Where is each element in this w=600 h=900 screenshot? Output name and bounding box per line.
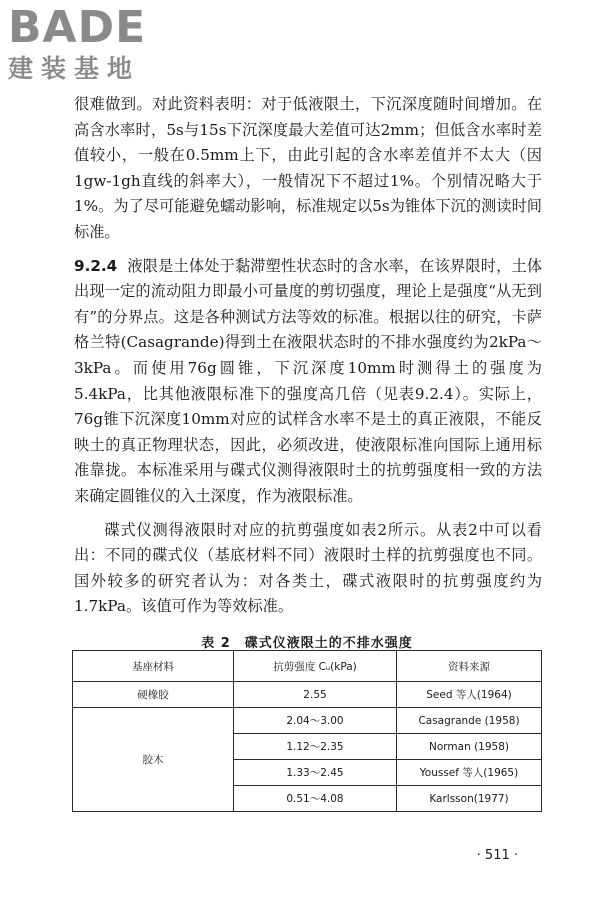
paragraph-continuation: 很难做到。对此资料表明：对于低液限土，下沉深度随时间增加。在高含水率时，5s与15s下沉深度最大差值可达2mm；但低含水率时差值较小，一般在0.5mm上下，由此引起的含水率差值并不太大（因1gw-1gh直线的斜率大），一般情况下不超过1%。个别情况略大于1%。为了尽可能避免蠕动影响，标准规定以5s为锥体下沉的测读时间标准。 — [74, 95, 542, 241]
logo-subtitle: 建装基地 — [8, 54, 141, 83]
logo-wordmark: BADE — [8, 2, 147, 53]
page-number: · 511 · — [476, 848, 518, 863]
section-number: 9.2.4 — [74, 256, 118, 275]
cell-material: 硬橡胶 — [73, 682, 234, 708]
cell-source: Casagrande (1958) — [397, 708, 542, 734]
logo — [8, 4, 146, 84]
cell-material: 胶木 — [73, 708, 234, 812]
strength-table — [72, 650, 542, 812]
cell-strength: 0.51～4.08 — [234, 786, 397, 812]
table-row — [73, 708, 542, 734]
cell-strength: 2.55 — [234, 682, 397, 708]
cell-strength: 1.33～2.45 — [234, 760, 397, 786]
header-material: 基座材料 — [73, 651, 234, 682]
paragraph-section-9-2-4 — [74, 254, 542, 510]
cell-source: Youssef 等人(1965) — [397, 760, 542, 786]
header-source: 资料来源 — [397, 651, 542, 682]
cell-strength: 1.12～2.35 — [234, 734, 397, 760]
table-caption-number: 表 2 — [201, 636, 231, 651]
cell-strength: 2.04～3.00 — [234, 708, 397, 734]
cell-source: Seed 等人(1964) — [397, 682, 542, 708]
header-strength: 抗剪强度 Cᵤ(kPa) — [234, 651, 397, 682]
section-text: 液限是土体处于黏滞塑性状态时的含水率，在该界限时，土体出现一定的流动阻力即最小可量度的剪切强度，理论上是强度“从无到有”的分界点。这是各种测试方法等效的标准。根据以往的研究，卡萨格兰特(Casagrande)得到土在液限状态时的不排水强度约为2kPa～3kPa。而使用76g圆锥，下沉深度10mm时测得土的强度为5.4kPa，比其他液限标准下的强度高几倍（见表9.2.4）。实际上，76g锥下沉深度10mm对应的试样含水率不是土的真正液限，不能反映土的真正物理状态，因此，必须改进，使液限标准向国际上通用标准靠拢。本标准采用与碟式仪测得液限时土的抗剪强度相一致的方法来确定圆锥仪的入土深度，作为液限标准。 — [74, 256, 542, 505]
table-caption-text: 碟式仪液限土的不排水强度 — [244, 636, 413, 651]
table-header-row — [73, 651, 542, 682]
table-row — [73, 682, 542, 708]
cell-source: Karlsson(1977) — [397, 786, 542, 812]
paragraph-table-intro: 碟式仪测得液限时对应的抗剪强度如表2所示。从表2中可以看出：不同的碟式仪（基底材料不同）液限时土样的抗剪强度也不同。国外较多的研究者认为：对各类土，碟式液限时的抗剪强度约为1.7kPa。该值可作为等效标准。 — [74, 520, 542, 616]
cell-source: Norman (1958) — [397, 734, 542, 760]
body-text — [74, 92, 542, 620]
